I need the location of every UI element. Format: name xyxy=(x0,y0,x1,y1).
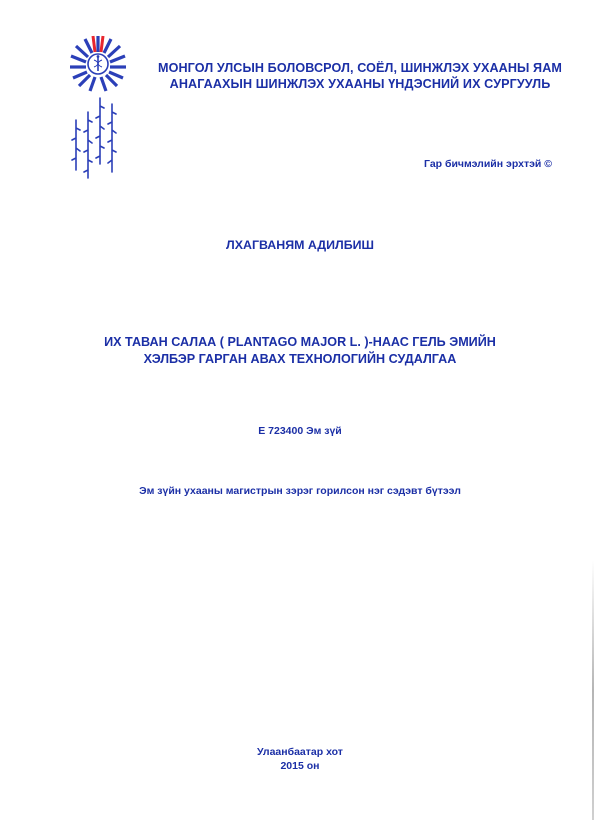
university-emblem-icon xyxy=(60,32,130,182)
copyright-note: Гар бичмэлийн эрхтэй © xyxy=(424,158,552,170)
footer-city: Улаанбаатар хот xyxy=(257,746,343,758)
ministry-line-1: МОНГОЛ УЛСЫН БОЛОВСРОЛ, СОЁЛ, ШИНЖЛЭХ УХААНЫ ЯАМ xyxy=(158,61,562,75)
degree-statement: Эм зүйн ухааны магистрын зэрэг горилсон нэг сэдэвт бүтээл xyxy=(139,485,461,497)
thesis-title xyxy=(50,334,550,368)
specialty-code: Е 723400 Эм зүй xyxy=(258,425,342,437)
thesis-title-line-2: ХЭЛБЭР ГАРГАН АВАХ ТЕХНОЛОГИЙН СУДАЛГАА xyxy=(143,352,457,366)
footer-year: 2015 он xyxy=(280,760,320,772)
footer xyxy=(0,745,600,773)
author-name: ЛХАГВАНЯМ АДИЛБИШ xyxy=(226,238,374,252)
ministry-line-2: АНАГААХЫН ШИНЖЛЭХ УХААНЫ ҮНДЭСНИЙ ИХ СУРГУУЛЬ xyxy=(169,77,551,91)
ministry-header xyxy=(140,60,580,92)
page-edge-shadow xyxy=(592,560,594,820)
thesis-title-line-1: ИХ ТАВАН САЛАА ( PLANTAGO MAJOR L. )-НААС ГЕЛЬ ЭМИЙН xyxy=(104,335,496,349)
